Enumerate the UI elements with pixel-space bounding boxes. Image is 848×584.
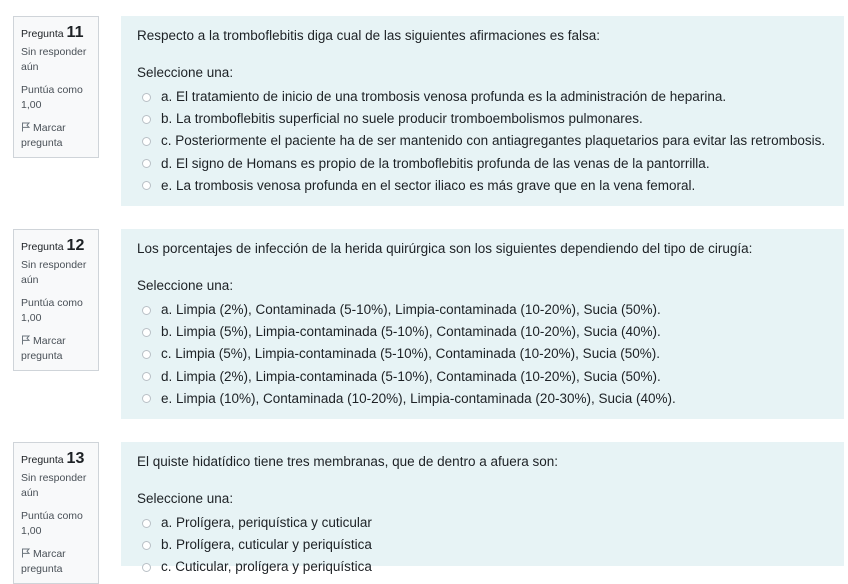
flag-label: Marcar pregunta — [21, 122, 66, 149]
answer-option[interactable] — [137, 512, 828, 534]
flag-question-link[interactable] — [21, 334, 91, 364]
answer-label: d. Limpia (2%), Limpia-contaminada (5-10%), Contaminada (10-20%), Sucia (50%). — [161, 368, 661, 384]
answer-option[interactable] — [137, 534, 828, 556]
question-text: Los porcentajes de infección de la herida quirúrgica son los siguientes dependiendo del tipo de cirugía: — [137, 241, 753, 256]
answer-option[interactable] — [137, 343, 828, 365]
answer-label: a. El tratamiento de inicio de una trombosis venosa profunda es la administración de heparina. — [161, 89, 727, 105]
answer-label: e. La trombosis venosa profunda en el sector iliaco es más grave que en la vena femoral. — [161, 177, 696, 193]
question-number-line — [21, 238, 91, 255]
radio-button[interactable] — [142, 541, 151, 550]
answer-list — [137, 86, 828, 197]
answer-label: a. Limpia (2%), Contaminada (5-10%), Limpia-contaminada (10-20%), Sucia (50%). — [161, 302, 661, 318]
answer-label: c. Limpia (5%), Limpia-contaminada (5-10%), Contaminada (10-20%), Sucia (50%). — [161, 346, 660, 362]
question-number: 13 — [66, 450, 85, 467]
question-info — [13, 16, 99, 158]
question-text: El quiste hidatídico tiene tres membranas, que de dentro a afuera son: — [137, 454, 559, 469]
question-state: Sin responder aún — [21, 259, 87, 286]
radio-button[interactable] — [142, 350, 151, 359]
flag-label: Marcar pregunta — [21, 548, 66, 575]
question-number: 12 — [66, 237, 85, 254]
answer-option[interactable] — [137, 175, 828, 197]
question-label: Pregunta — [21, 454, 64, 466]
radio-button[interactable] — [142, 394, 151, 403]
question-grade: Puntúa como 1,00 — [21, 297, 83, 324]
question-label: Pregunta — [21, 241, 64, 253]
question-number-line — [21, 25, 91, 42]
flag-icon — [21, 548, 31, 558]
answer-option[interactable] — [137, 388, 828, 410]
select-prompt: Seleccione una: — [137, 278, 234, 293]
question-state: Sin responder aún — [21, 46, 87, 73]
question-label: Pregunta — [21, 28, 64, 40]
question-info — [13, 442, 99, 584]
answer-option[interactable] — [137, 321, 828, 343]
answer-list — [137, 512, 828, 579]
question-number-line — [21, 451, 91, 468]
answer-label: c. Posteriormente el paciente ha de ser mantenido con antiagregantes plaquetarios para evitar las retrombosis. — [161, 133, 826, 149]
answer-label: a. Prolígera, periquística y cuticular — [161, 515, 372, 531]
flag-icon — [21, 122, 31, 132]
radio-button[interactable] — [142, 137, 151, 146]
answer-option[interactable] — [137, 366, 828, 388]
radio-button[interactable] — [142, 115, 151, 124]
radio-button[interactable] — [142, 519, 151, 528]
answer-label: b. Prolígera, cuticular y periquística — [161, 537, 372, 553]
radio-button[interactable] — [142, 306, 151, 315]
radio-button[interactable] — [142, 563, 151, 572]
answer-option[interactable] — [137, 556, 828, 578]
answer-option[interactable] — [137, 153, 828, 175]
radio-button[interactable] — [142, 328, 151, 337]
radio-button[interactable] — [142, 93, 151, 102]
flag-icon — [21, 335, 31, 345]
answer-label: b. La tromboflebitis superficial no suele producir tromboembolismos pulmonares. — [161, 111, 643, 127]
flag-question-link[interactable] — [21, 121, 91, 151]
question-state: Sin responder aún — [21, 472, 87, 499]
select-prompt: Seleccione una: — [137, 65, 234, 80]
answer-list — [137, 299, 828, 410]
answer-label: c. Cuticular, prolígera y periquística — [161, 559, 372, 575]
question-text: Respecto a la tromboflebitis diga cual de las siguientes afirmaciones es falsa: — [137, 28, 600, 43]
question-grade: Puntúa como 1,00 — [21, 84, 83, 111]
radio-button[interactable] — [142, 181, 151, 190]
answer-label: d. El signo de Homans es propio de la tromboflebitis profunda de las venas de la pantorrilla. — [161, 155, 710, 171]
question-content — [121, 442, 844, 575]
question-grade: Puntúa como 1,00 — [21, 510, 83, 537]
answer-label: b. Limpia (5%), Limpia-contaminada (5-10%), Contaminada (10-20%), Sucia (40%). — [161, 324, 661, 340]
flag-question-link[interactable] — [21, 547, 91, 577]
question-number: 11 — [66, 24, 84, 41]
answer-label: e. Limpia (10%), Contaminada (10-20%), Limpia-contaminada (20-30%), Sucia (40%). — [161, 390, 676, 406]
answer-option[interactable] — [137, 299, 828, 321]
question-info — [13, 229, 99, 371]
answer-option[interactable] — [137, 130, 828, 152]
answer-option[interactable] — [137, 86, 828, 108]
answer-option[interactable] — [137, 108, 828, 130]
select-prompt: Seleccione una: — [137, 491, 234, 506]
radio-button[interactable] — [142, 159, 151, 168]
question-content — [121, 16, 844, 206]
flag-label: Marcar pregunta — [21, 335, 66, 362]
question-content — [121, 229, 844, 419]
radio-button[interactable] — [142, 372, 151, 381]
